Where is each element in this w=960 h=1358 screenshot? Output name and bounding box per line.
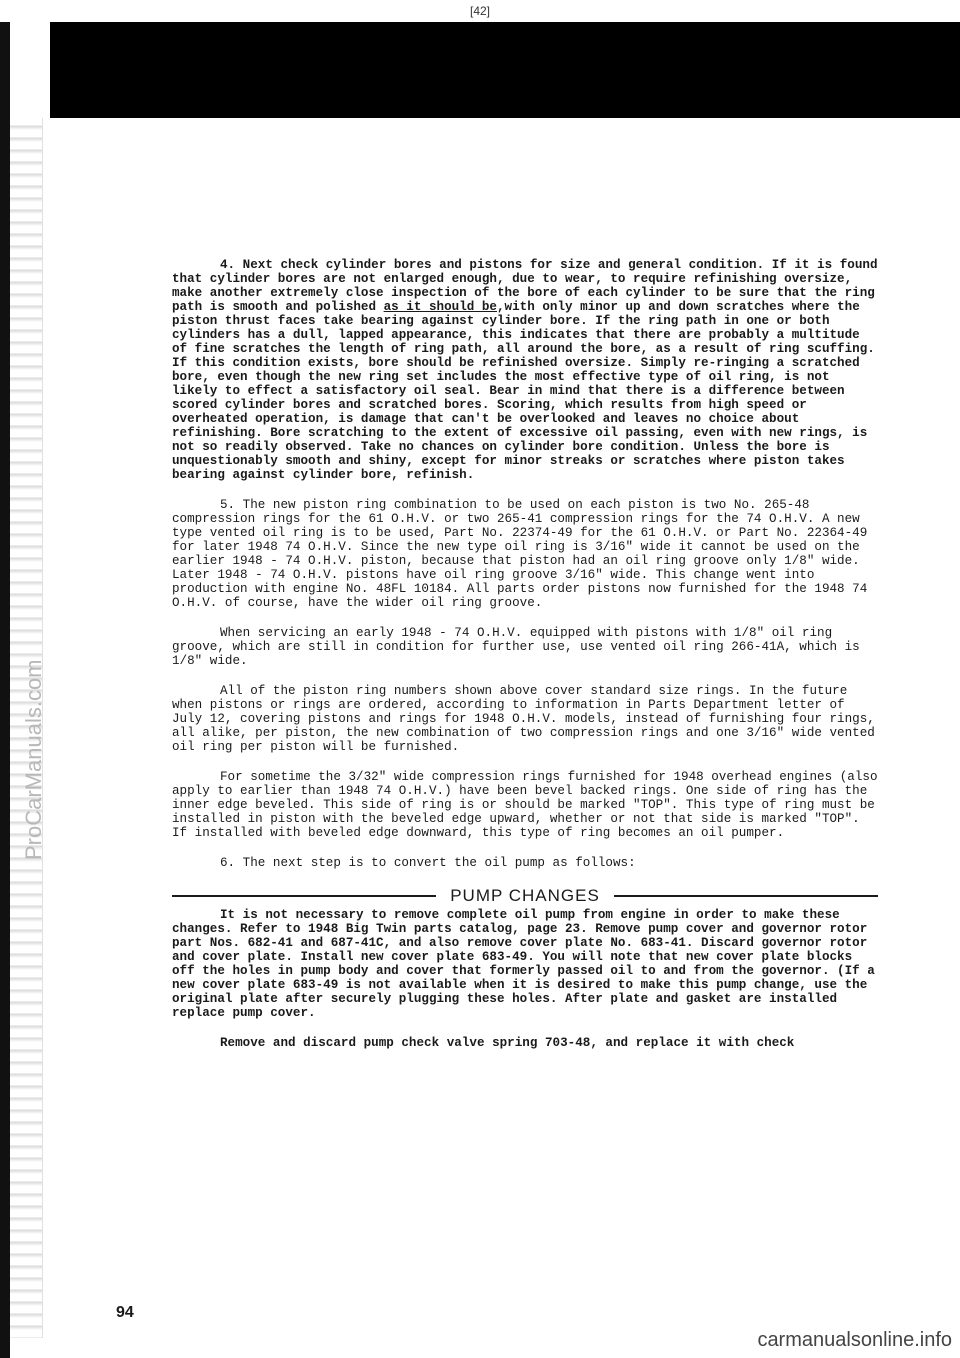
paragraph-5: 5. The new piston ring combination to be used on each piston is two No. 265-48 compression rings for the 61 O.H.V. or two 265-41 compression rings for the 74 O.H.V. A new type vented oil ring is to be used, Part No. 22374-49 for the 61 O.H.V. or Part No. 22364-49 for later 1948 74 O.H.V. Since the new type oil ring is 3/16" wide it cannot be used on the earlier 1948 - 74 O.H.V. piston, because that piston had an oil ring groove only 1/8" wide. Later 1948 - 74 O.H.V. pistons have oil ring groove 3/16" wide. This change went into production with engine No. 48FL 10184. All parts order pistons now furnished for the 1948 74 O.H.V. of course, have the wider oil ring groove. — [172, 498, 868, 610]
document-body — [172, 258, 878, 1066]
paragraph-4-underlined: as it should be — [383, 300, 497, 314]
paragraph-6: 6. The next step is to convert the oil pump as follows: — [220, 856, 636, 870]
paragraph-4-end: ,with only minor up and down scratches where the piston thrust faces take bearing against cylinder bore. If the ring path in one or both cylinders has a dull, lapped appearance, this indicates that there are probably a multitude of fine scratches the length of ring path, all around the bore, as a result of ring scuffing. If this condition exists, bore should be refinished oversize. Simply re-ringing a scratched bore, even though the new ring set includes the most effective type of oil ring, is not likely to effect a satisfactory oil seal. Bear in mind that there is a difference between scored cylinder bores and scratched bores. Scoring, which results from high speed or overheated operation, is damage that can't be overlooked and leaves no choice about refinishing. Bore scratching to the extent of excessive oil passing, even with new rings, is not so readily observed. Take no chances on cylinder bore condition. Unless the bore is unquestionably smooth and shiny, except for minor streaks or scratches where piston takes bearing against cylinder bore, refinish. — [172, 300, 875, 482]
watermark: carmanualsonline.info — [757, 1329, 952, 1351]
paragraph-4 — [172, 258, 878, 482]
paragraph-sometime: For sometime the 3/32" wide compression rings furnished for 1948 overhead engines (also apply to earlier than 1948 74 O.H.V.) have been bevel backed rings. One side of ring has the inner edge beveled. This side of ring is or should be marked "TOP". This type of ring must be installed in piston with the beveled edge upward, whether or not that side is marked "TOP". If installed with beveled edge downward, this type of ring becomes an oil pumper. — [172, 770, 878, 840]
heading-rule-right — [614, 895, 878, 897]
heading-rule-left — [172, 895, 436, 897]
paragraph-4-start: 4. Next check cylinder bores and pistons for size and general condition. If it is found that cylinder bores are not enlarged enough, due to wear, to require refinishing oversize, make another extremely close inspection of the bore of each cylinder to be sure that the ring path is smooth and polished — [172, 258, 878, 314]
section-heading-label: PUMP CHANGES — [450, 886, 600, 905]
paragraph-remove: Remove and discard pump check valve spring 703-48, and replace it with check — [220, 1036, 795, 1050]
paragraph-pump: It is not necessary to remove complete oil pump from engine in order to make these changes. Refer to 1948 Big Twin parts catalog, page 23. Remove pump cover and governor rotor part Nos. 682-41 and 687-41C, and also remove cover plate No. 683-41. Discard governor rotor and cover plate. Install new cover plate 683-49. You will note that new cover plate blocks off the holes in pump body and cover that formerly passed oil to and from the governor. (If a new cover plate 683-49 is not available when it is desired to make this pump change, use the original plate after securely plugging these holes. After plate and gasket are installed replace pump cover. — [172, 908, 875, 1020]
pump-changes-heading — [172, 886, 878, 906]
paragraph-servicing: When servicing an early 1948 - 74 O.H.V. equipped with pistons with 1/8" oil ring groove, which are still in condition for further use, use vented oil ring 266-41A, which is 1/8" wide. — [172, 626, 860, 668]
page-header-label: [42] — [469, 4, 490, 18]
page-number: 94 — [116, 1304, 134, 1321]
scan-binding-strip — [0, 22, 10, 1358]
side-watermark: ProCarManuals.com — [21, 659, 46, 860]
scan-black-bar — [50, 22, 960, 118]
paragraph-all-rings: All of the piston ring numbers shown above cover standard size rings. In the future when pistons or rings are ordered, according to information in Parts Department letter of July 12, covering pistons and rings for 1948 O.H.V. models, instead of furnishing four rings, all alike, per piston, the new combination of two compression rings and one 3/16" wide vented oil ring per piston will be furnished. — [172, 684, 875, 754]
